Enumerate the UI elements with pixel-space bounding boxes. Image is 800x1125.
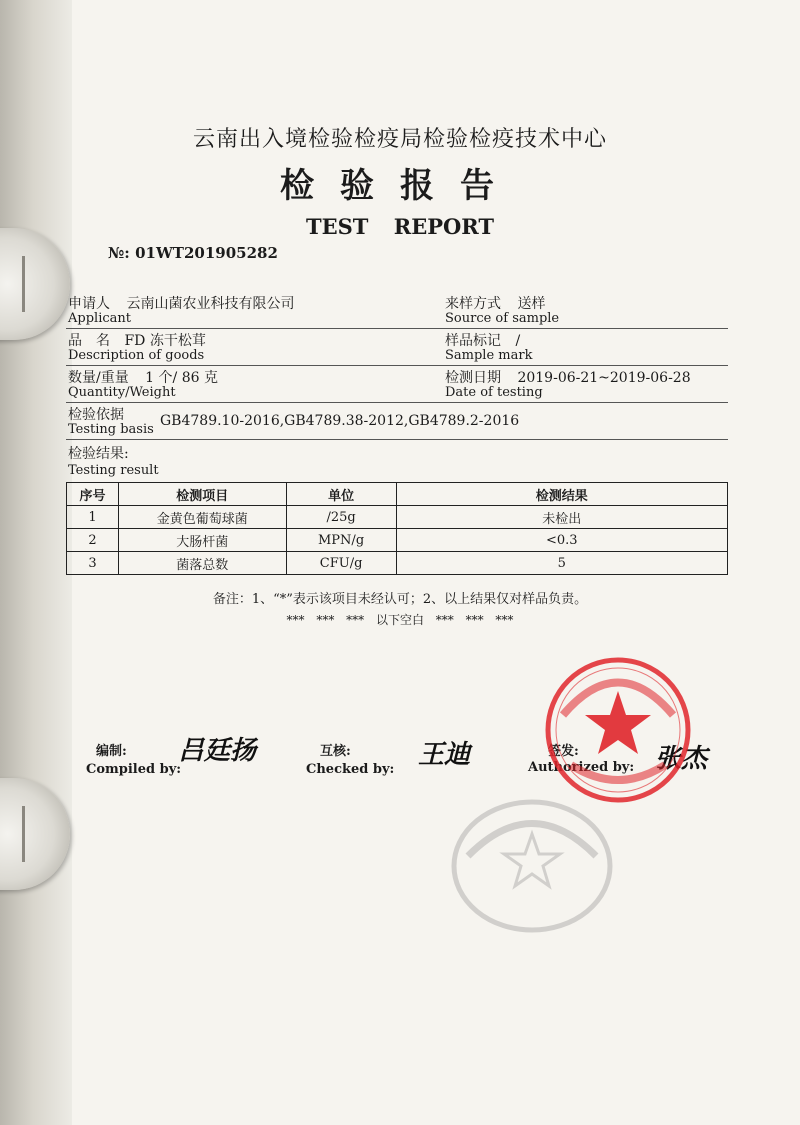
compiled-label-en: Compiled by: [86,762,182,777]
official-red-stamp [543,655,693,805]
header-item: 检测项目 [118,483,286,506]
header-result: 检测结果 [396,483,727,506]
applicant-label-cn: 申请人 [68,296,110,312]
source-field [445,293,545,313]
organization-name: 云南出入境检验检疫局检验检疫技术中心 [192,127,607,152]
star-icon [585,691,651,754]
goods-label-en: Description of goods [68,348,205,363]
sample-mark-value: / [515,333,521,349]
remarks: 备注：1、“*”表示该项目未经认可；2、以上结果仅对样品负责。 [212,592,588,607]
cell-unit: CFU/g [286,552,396,575]
result-label-en: Testing result [68,463,159,478]
basis-label-en: Testing basis [68,422,154,437]
divider [66,328,728,329]
cell-unit: /25g [286,506,396,529]
checked-label-en: Checked by: [306,762,395,777]
faded-stamp-impression [448,796,616,936]
source-value: 送样 [517,296,546,312]
authorized-signature: 张杰 [655,744,708,774]
quantity-field [68,367,218,387]
blank-below-marker: *** *** *** 以下空白 *** *** *** [286,613,514,627]
quantity-label-en: Quantity/Weight [68,385,176,400]
quantity-label-cn: 数量/重量 [68,370,129,386]
sample-mark-field [445,330,520,350]
divider [66,402,728,403]
cell-item: 大肠杆菌 [118,529,286,552]
test-date-label-en: Date of testing [445,385,543,400]
divider [66,365,728,366]
basis-value: GB4789.10-2016,GB4789.38-2012,GB4789.2-2016 [160,413,520,429]
quantity-value: 1 个/ 86 克 [145,370,218,386]
table-row [67,506,728,529]
applicant-field [68,293,294,313]
cell-result: 5 [396,552,727,575]
cell-result: <0.3 [396,529,727,552]
goods-field [68,330,206,350]
cell-item: 菌落总数 [118,552,286,575]
goods-label-cn: 品 名 [68,333,110,349]
result-label-cn: 检验结果: [68,446,129,462]
checked-label-cn: 互核: [320,744,351,759]
authorized-label-en: Authorized by: [528,760,635,775]
cell-result: 未检出 [396,506,727,529]
checked-signature: 王迪 [418,740,471,770]
results-table [66,482,728,575]
cell-index: 1 [67,506,119,529]
source-label-en: Source of sample [445,311,560,326]
divider [66,439,728,440]
report-number-label: №: [108,244,130,262]
applicant-value: 云南山菌农业科技有限公司 [126,296,295,312]
report-title-en: TEST REPORT [306,214,494,239]
table-row [67,529,728,552]
authorized-label-cn: 签发: [548,744,579,759]
report-number [108,244,278,262]
goods-value: FD 冻干松茸 [124,333,206,349]
cell-index: 3 [67,552,119,575]
header-unit: 单位 [286,483,396,506]
sample-mark-label-cn: 样品标记 [445,333,501,349]
test-date-field [445,367,691,387]
applicant-label-en: Applicant [68,311,131,326]
table-header-row [67,483,728,506]
compiled-signature: 吕廷扬 [178,736,257,766]
cell-item: 金黄色葡萄球菌 [118,506,286,529]
header-index: 序号 [67,483,119,506]
test-date-value: 2019-06-21~2019-06-28 [517,370,691,386]
table-row [67,552,728,575]
test-date-label-cn: 检测日期 [445,370,501,386]
report-title-cn: 检验报告 [280,166,520,206]
cell-unit: MPN/g [286,529,396,552]
cell-index: 2 [67,529,119,552]
compiled-label-cn: 编制: [96,744,127,759]
source-label-cn: 来样方式 [445,296,501,312]
sample-mark-label-en: Sample mark [445,348,533,363]
basis-label-cn: 检验依据 [68,407,124,423]
report-number-value: 01WT201905282 [135,244,278,262]
